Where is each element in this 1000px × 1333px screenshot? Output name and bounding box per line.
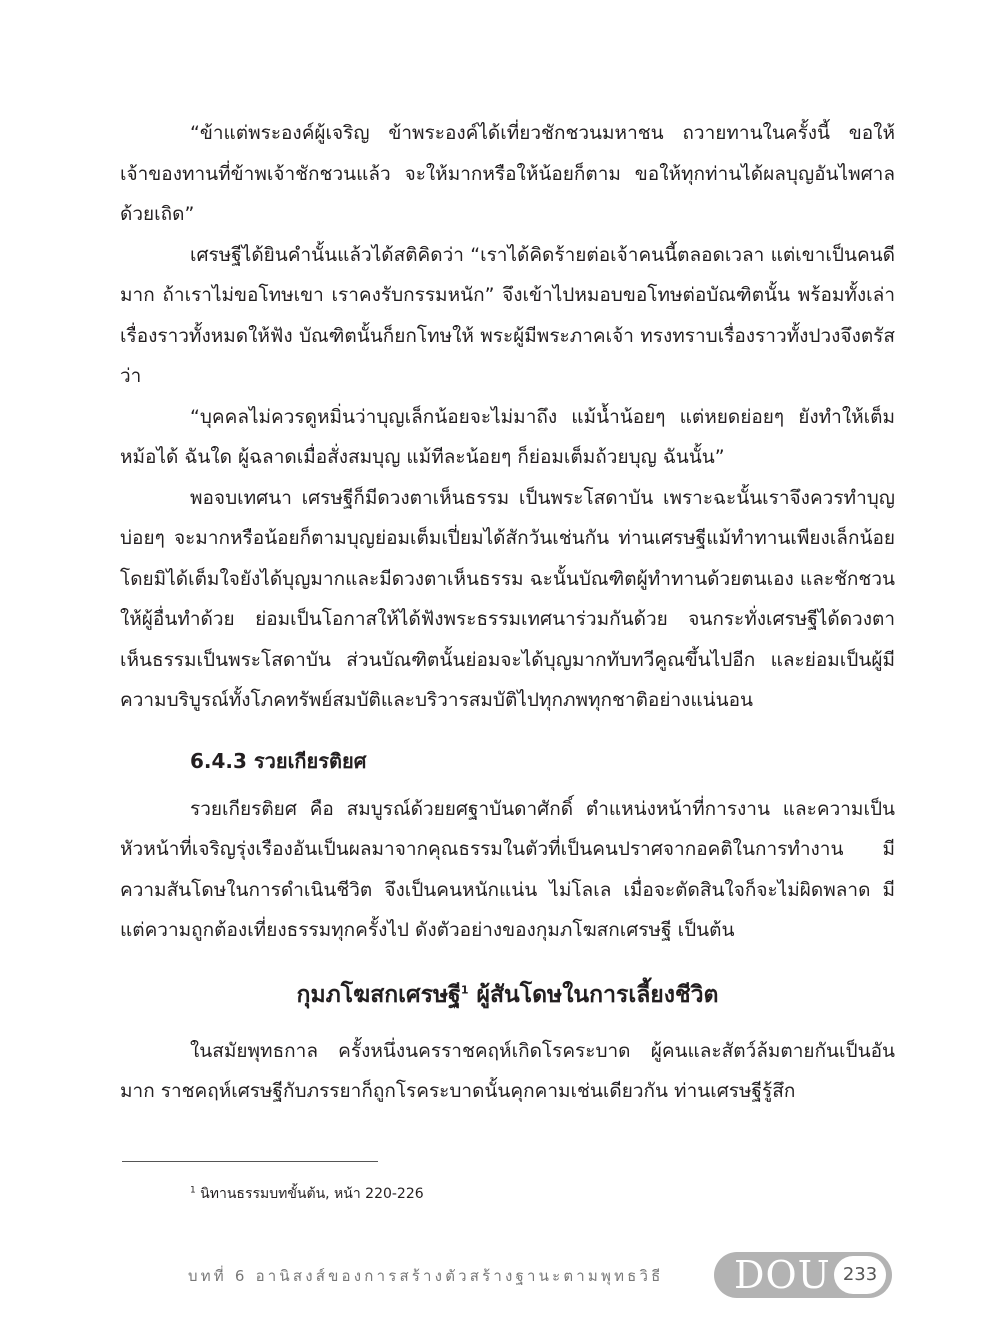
- footnote-divider: [122, 1161, 378, 1162]
- story-title-name: กุมภโฆสกเศรษฐี: [296, 981, 461, 1008]
- paragraph-honor-definition: รวยเกียรติยศ คือ สมบูรณ์ด้วยยศฐาบันดาศักดิ์ ตำแหน่งหน้าที่การงาน และความเป็นหัวหน้าที่เจริญรุ่งเรืองอันเป็นผลมาจากคุณธรรมในตัวที่เป็นคนปราศจากอคติในการทำงาน มีความสันโดษในการดำเนินชีวิต จึงเป็นคนหนักแน่น ไม่โลเล เมื่อจะตัดสินใจก็จะไม่ผิดพลาด มีแต่ความถูกต้องเที่ยงธรรมทุกครั้งไป ดังตัวอย่างของกุมภโฆสกเศรษฐี เป็นต้น: [120, 797, 895, 941]
- body-text: [120, 113, 895, 1112]
- page-footer: [0, 1251, 1000, 1301]
- paragraph-story-intro: ในสมัยพุทธกาล ครั้งหนึ่งนครราชคฤห์เกิดโรคระบาด ผู้คนและสัตว์ล้มตายกันเป็นอันมาก ราชคฤห์เศรษฐีกับภรรยาก็ถูกโรคระบาดนั้นคุกคามเช่นเดียวกัน ท่านเศรษฐีรู้สึก: [120, 1039, 895, 1102]
- page-number: 233: [834, 1256, 886, 1294]
- story-title-subtitle: ผู้สันโดษในการเลี้ยงชีวิต: [468, 981, 719, 1008]
- paragraph-buddha-verse: “บุคคลไม่ควรดูหมิ่นว่าบุญเล็กน้อยจะไม่มาถึง แม้น้ำน้อยๆ แต่หยดย่อยๆ ยังทำให้เต็มหม้อได้ ฉันใด ผู้ฉลาดเมื่อสั่งสมบุญ แม้ทีละน้อยๆ ก็ย่อมเต็มถ้วยบุญ ฉันนั้น”: [120, 405, 895, 468]
- paragraph-conclusion: พอจบเทศนา เศรษฐีก็มีดวงตาเห็นธรรม เป็นพระโสดาบัน เพราะฉะนั้นเราจึงควรทำบุญบ่อยๆ จะมากหรือน้อยก็ตามบุญย่อมเต็มเปี่ยมได้สักวันเช่นกัน ท่านเศรษฐีแม้ทำทานเพียงเล็กน้อยโดยมิได้เต็มใจยังได้บุญมากและมีดวงตาเห็นธรรม ฉะนั้นบัณฑิตผู้ทำทานด้วยตนเอง และชักชวนให้ผู้อื่นทำด้วย ย่อมเป็นโอกาสให้ได้ฟังพระธรรมเทศนาร่วมกันด้วย จนกระทั่งเศรษฐีได้ดวงตาเห็นธรรมเป็นพระโสดาบัน ส่วนบัณฑิตนั้นย่อมจะได้บุญมากทับทวีคูณขึ้นไปอีก และย่อมเป็นผู้มีความบริบูรณ์ทั้งโภคทรัพย์สมบัติและบริวารสมบัติไปทุกภพทุกชาติอย่างแน่นอน: [120, 486, 895, 711]
- footnote-text: นิทานธรรมบทขั้นต้น, หน้า 220-226: [195, 1186, 424, 1202]
- story-title: [120, 975, 895, 1015]
- footnote: [190, 1183, 424, 1205]
- footnote-marker: 1: [190, 1185, 196, 1196]
- paragraph-millionaire-repent: เศรษฐีได้ยินคำนั้นแล้วได้สติคิดว่า “เราได้คิดร้ายต่อเจ้าคนนี้ตลอดเวลา แต่เขาเป็นคนดีมาก ถ้าเราไม่ขอโทษเขา เราคงรับกรรมหนัก” จึงเข้าไปหมอบขอโทษต่อบัณฑิตนั้น พร้อมทั้งเล่าเรื่องราวทั้งหมดให้ฟัง บัณฑิตนั้นก็ยกโทษให้ พระผู้มีพระภาคเจ้า ทรงทราบเรื่องราวทั้งปวงจึงตรัสว่า: [120, 243, 895, 387]
- section-heading: 6.4.3 รวยเกียรติยศ: [190, 748, 367, 773]
- brand-badge: [714, 1252, 892, 1298]
- chapter-title: บทที่ 6 อานิสงส์ของการสร้างตัวสร้างฐานะตามพุทธวิธี: [188, 1267, 664, 1285]
- paragraph-quote-request: “ข้าแต่พระองค์ผู้เจริญ ข้าพระองค์ได้เที่ยวชักชวนมหาชน ถวายทานในครั้งนี้ ขอให้เจ้าของทานที่ข้าพเจ้าชักชวนแล้ว จะให้มากหรือให้น้อยก็ตาม ขอให้ทุกท่านได้ผลบุญอันไพศาลด้วยเถิด”: [120, 122, 895, 225]
- footnote-ref-marker: 1: [460, 982, 469, 996]
- dou-logo: DOU: [734, 1253, 831, 1297]
